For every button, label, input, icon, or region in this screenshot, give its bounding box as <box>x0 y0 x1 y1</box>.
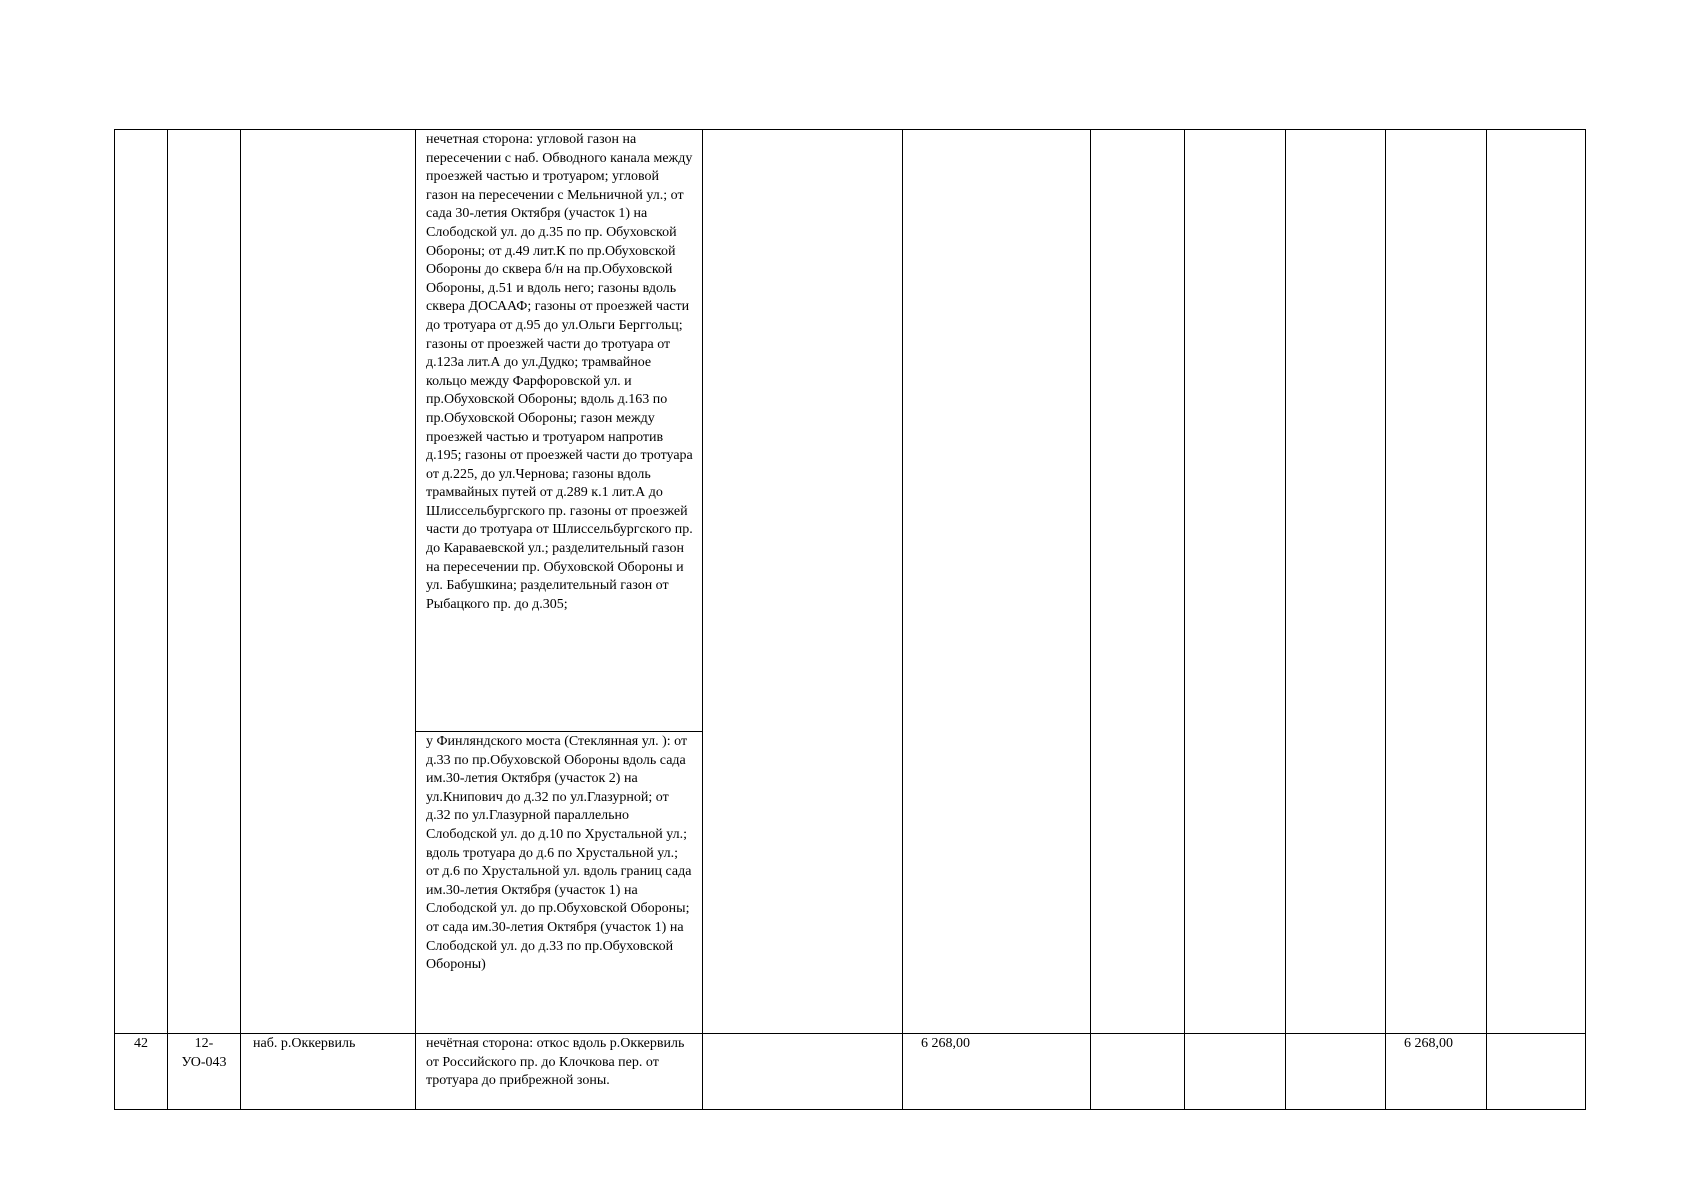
object-code-cell: 12-УО-043 <box>168 1034 241 1110</box>
empty-cell <box>703 1034 903 1110</box>
empty-cell <box>1286 130 1386 1034</box>
empty-cell <box>703 130 903 1034</box>
description-cell: нечётная сторона: откос вдоль р.Оккервиль от Российского пр. до Клочкова пер. от тротуара до прибрежной зоны. <box>416 1034 703 1110</box>
empty-cell <box>1091 1034 1185 1110</box>
empty-cell <box>1091 130 1185 1034</box>
description-cell: нечетная сторона: угловой газон на пересечении с наб. Обводного канала между проезжей частью и тротуаром; угловой газон на пересечении с Мельничной ул.; от сада 30-летия Октября (участок 1) на Слободской ул. до д.35 по пр. Обуховской Обороны; от д.49 лит.К по пр.Обуховской Обороны до сквера б/н на пр.Обуховской Обороны, д.51 и вдоль него; газоны вдоль сквера ДОСААФ; газоны от проезжей части до тротуара от д.95 до ул.Ольги Берггольц; газоны от проезжей части до тротуара от д.123а лит.А до ул.Дудко; трамвайное кольцо между Фарфоровской ул. и пр.Обуховской Обороны; вдоль д.163 по пр.Обуховской Обороны; газон между проезжей частью и тротуаром напротив д.195; газоны от проезжей части до тротуара от д.225, до ул.Чернова; газоны вдоль трамвайных путей от д.289 к.1 лит.А до Шлиссельбургского пр. газоны от проезжей части до тротуара от Шлиссельбургского пр. до Караваевской ул.; разделительный газон на пересечении пр. Обуховской Обороны и ул. Бабушкина; разделительный газон от Рыбацкого пр. до д.305; <box>416 130 703 732</box>
object-code-cell <box>168 130 241 1034</box>
row-number-cell: 42 <box>115 1034 168 1110</box>
empty-cell <box>1286 1034 1386 1110</box>
data-table <box>114 129 1586 1110</box>
empty-cell <box>1185 130 1286 1034</box>
address-cell <box>241 130 416 1034</box>
table-row <box>115 130 1586 732</box>
address-cell: наб. р.Оккервиль <box>241 1034 416 1110</box>
area-total-cell: 6 268,00 <box>903 1034 1091 1110</box>
area-total-cell <box>903 130 1091 1034</box>
row-number-cell <box>115 130 168 1034</box>
empty-cell <box>1185 1034 1286 1110</box>
description-cell: у Финляндского моста (Стеклянная ул. ): от д.33 по пр.Обуховской Обороны вдоль сада им.30-летия Октября (участок 2) на ул.Книпович до д.32 по ул.Глазурной; от д.32 по ул.Глазурной параллельно Слободской ул. до д.10 по Хрустальной ул.; вдоль тротуара до д.6 по Хрустальной ул.; от д.6 по Хрустальной ул. вдоль границ сада им.30-летия Октября (участок 1) на Слободской ул. до пр.Обуховской Обороны; от сада им.30-летия Октября (участок 1) на Слободской ул. до д.33 по пр.Обуховской Обороны) <box>416 732 703 1034</box>
area-part-cell: 6 268,00 <box>1386 1034 1487 1110</box>
empty-cell <box>1487 130 1586 1034</box>
empty-cell <box>1487 1034 1586 1110</box>
area-part-cell <box>1386 130 1487 1034</box>
table-row <box>115 1034 1586 1110</box>
